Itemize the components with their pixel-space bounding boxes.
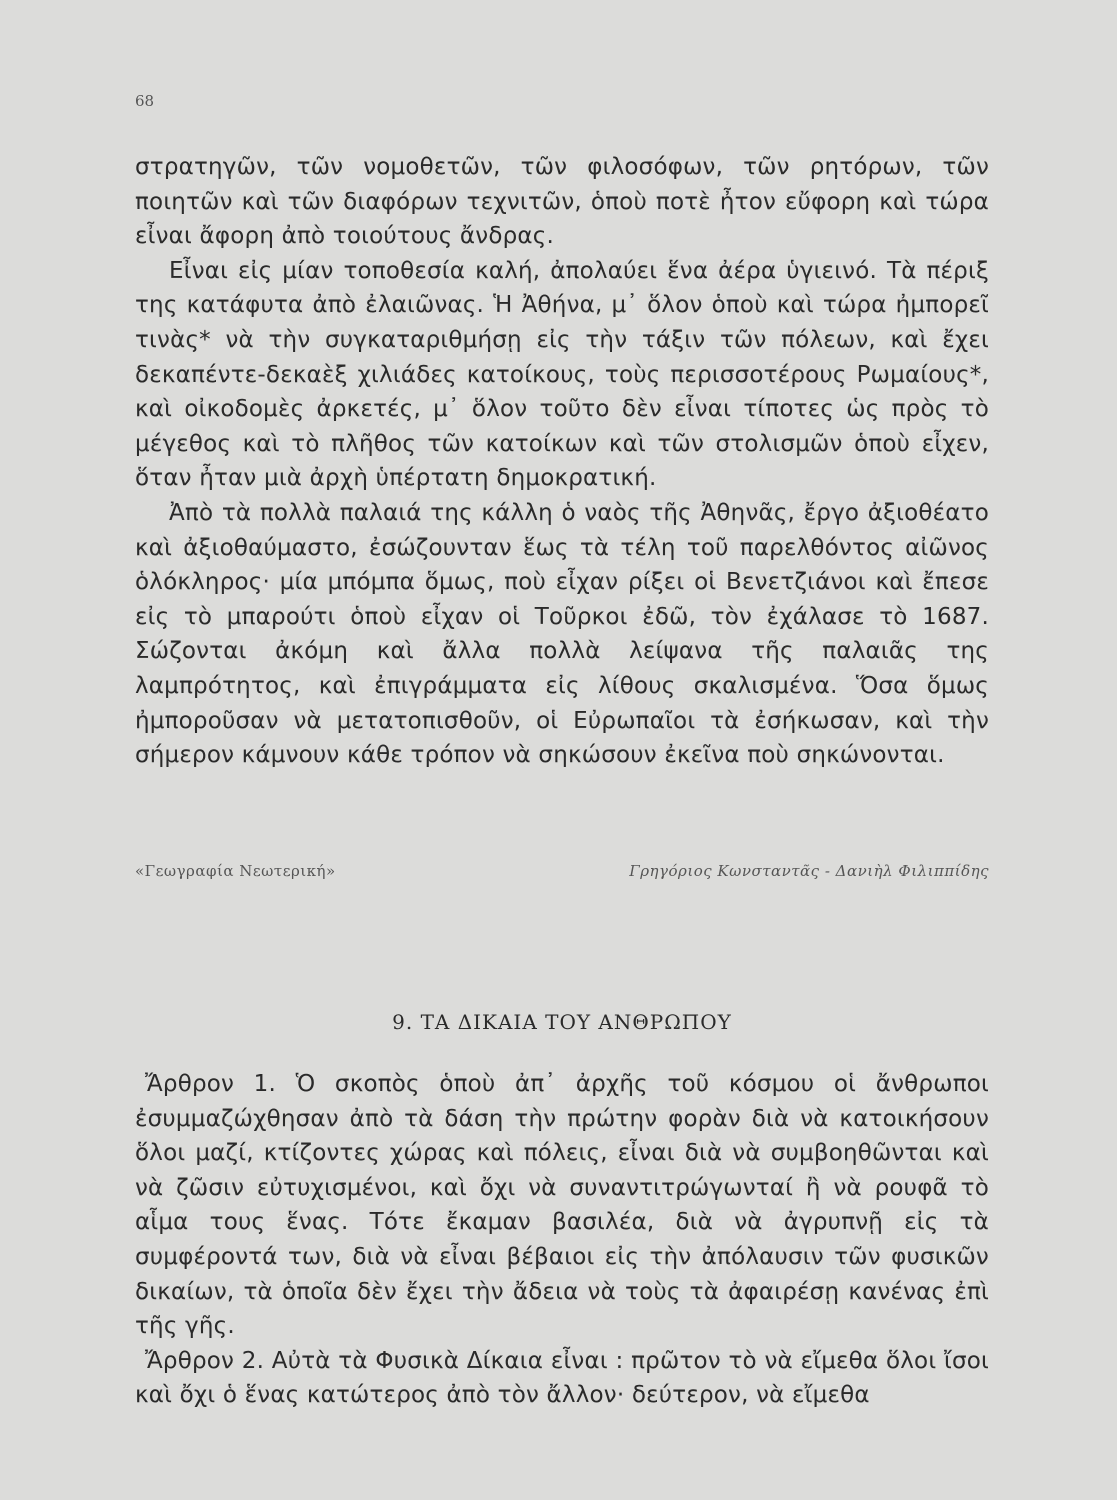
paragraph: Ἀπὸ τὰ πολλὰ παλαιά της κάλλη ὁ ναὸς τῆς Ἀθηνᾶς, ἔργο ἀξιοθέατο καὶ ἀξιοθαύμαστο, ἐσώζουνταν ἕως τὰ τέλη τοῦ παρελθόντος αἰῶνος ὁλόκληρος· μία μπόμπα ὅμως, ποὺ εἶχαν ρίξει οἱ Βενετζιάνοι καὶ ἔπεσε εἰς τὸ μπαρούτι ὁποὺ εἶχαν οἱ Τοῦρκοι ἐδῶ, τὸν ἐχάλασε τὸ 1687. Σώζονται ἀκόμη καὶ ἄλλα πολλὰ λείψανα τῆς παλαιᾶς της λαμπρότητος, καὶ ἐπιγράμματα εἰς λίθους σκαλισμένα. Ὅσα ὅμως ἠμποροῦσαν νὰ μετατοπισθοῦν, οἱ Εὐρωπαῖοι τὰ ἐσήκωσαν, καὶ τὴν σήμερον κάμνουν κάθε τρόπον νὰ σηκώσουν ἐκεῖνα ποὺ σηκώνονται. (135, 499, 989, 769)
article-paragraph: Ἄρθρον 2. Αὐτὰ τὰ Φυσικὰ Δίκαια εἶναι : πρῶτον τὸ νὰ εἴμεθα ὅλοι ἴσοι καὶ ὄχι ὁ ἕνας κατώτερος ἀπὸ τὸν ἄλλον· δεύτερον, νὰ εἴμεθα (135, 1347, 989, 1409)
source-title: «Γεωγραφία Νεωτερική» (135, 862, 336, 880)
excerpt-text (135, 150, 989, 773)
article-paragraph: Ἄρθρον 1. Ὁ σκοπὸς ὁποὺ ἀπ᾽ ἀρχῆς τοῦ κόσμου οἱ ἄνθρωποι ἐσυμμαζώχθησαν ἀπὸ τὰ δάση τὴν πρώτην φορὰν διὰ νὰ κατοικήσουν ὅλοι μαζί, κτίζοντες χώρας καὶ πόλεις, εἶναι διὰ νὰ συμβοηθῶνται καὶ νὰ ζῶσιν εὐτυχισμένοι, καὶ ὄχι νὰ συναντιτρώγωνταί ἢ νὰ ρουφᾶ τὸ αἷμα τους ἕνας. Τότε ἔκαμαν βασιλέα, διὰ νὰ ἀγρυπνῇ εἰς τὰ συμφέροντά των, διὰ νὰ εἶναι βέβαιοι εἰς τὴν ἀπόλαυσιν τῶν φυσικῶν δικαίων, τὰ ὁποῖα δὲν ἔχει τὴν ἄδεια νὰ τοὺς τὰ ἀφαιρέσῃ κανένας ἐπὶ τῆς γῆς. (135, 1071, 989, 1340)
section-text (135, 1067, 989, 1413)
section-heading: 9. ΤΑ ΔΙΚΑΙΑ ΤΟΥ ΑΝΘΡΩΠΟΥ (392, 1010, 732, 1034)
source-citation (135, 862, 989, 880)
paragraph: Εἶναι εἰς μίαν τοποθεσία καλή, ἀπολαύει ἕνα ἀέρα ὑγιεινό. Τὰ πέριξ της κατάφυτα ἀπὸ ἐλαιῶνας. Ἡ Ἀθήνα, μ᾽ ὅλον ὁποὺ καὶ τώρα ἠμπορεῖ τινὰς* νὰ τὴν συγκαταριθμήσῃ εἰς τὴν τάξιν τῶν πόλεων, καὶ ἔχει δεκαπέντε-δεκαὲξ χιλιάδες κατοίκους, τοὺς περισσοτέρους Ρωμαίους*, καὶ οἰκοδομὲς ἀρκετές, μ᾽ ὅλον τοῦτο δὲν εἶναι τίποτες ὡς πρὸς τὸ μέγεθος καὶ τὸ πλῆθος τῶν κατοίκων καὶ τῶν στολισμῶν ὁποὺ εἶχεν, ὅταν ἦταν μιὰ ἀρχὴ ὑπέρτατη δημοκρατική. (135, 257, 989, 492)
page-number: 68 (135, 92, 155, 110)
paragraph: στρατηγῶν, τῶν νομοθετῶν, τῶν φιλοσόφων, τῶν ρητόρων, τῶν ποιητῶν καὶ τῶν διαφόρων τεχνιτῶν, ὁποὺ ποτὲ ἦτον εὔφορη καὶ τώρα εἶναι ἄφορη ἀπὸ τοιούτους ἄνδρας. (135, 154, 989, 250)
source-authors: Γρηγόριος Κωνσταντᾶς - Δανιὴλ Φιλιππίδης (629, 862, 989, 880)
